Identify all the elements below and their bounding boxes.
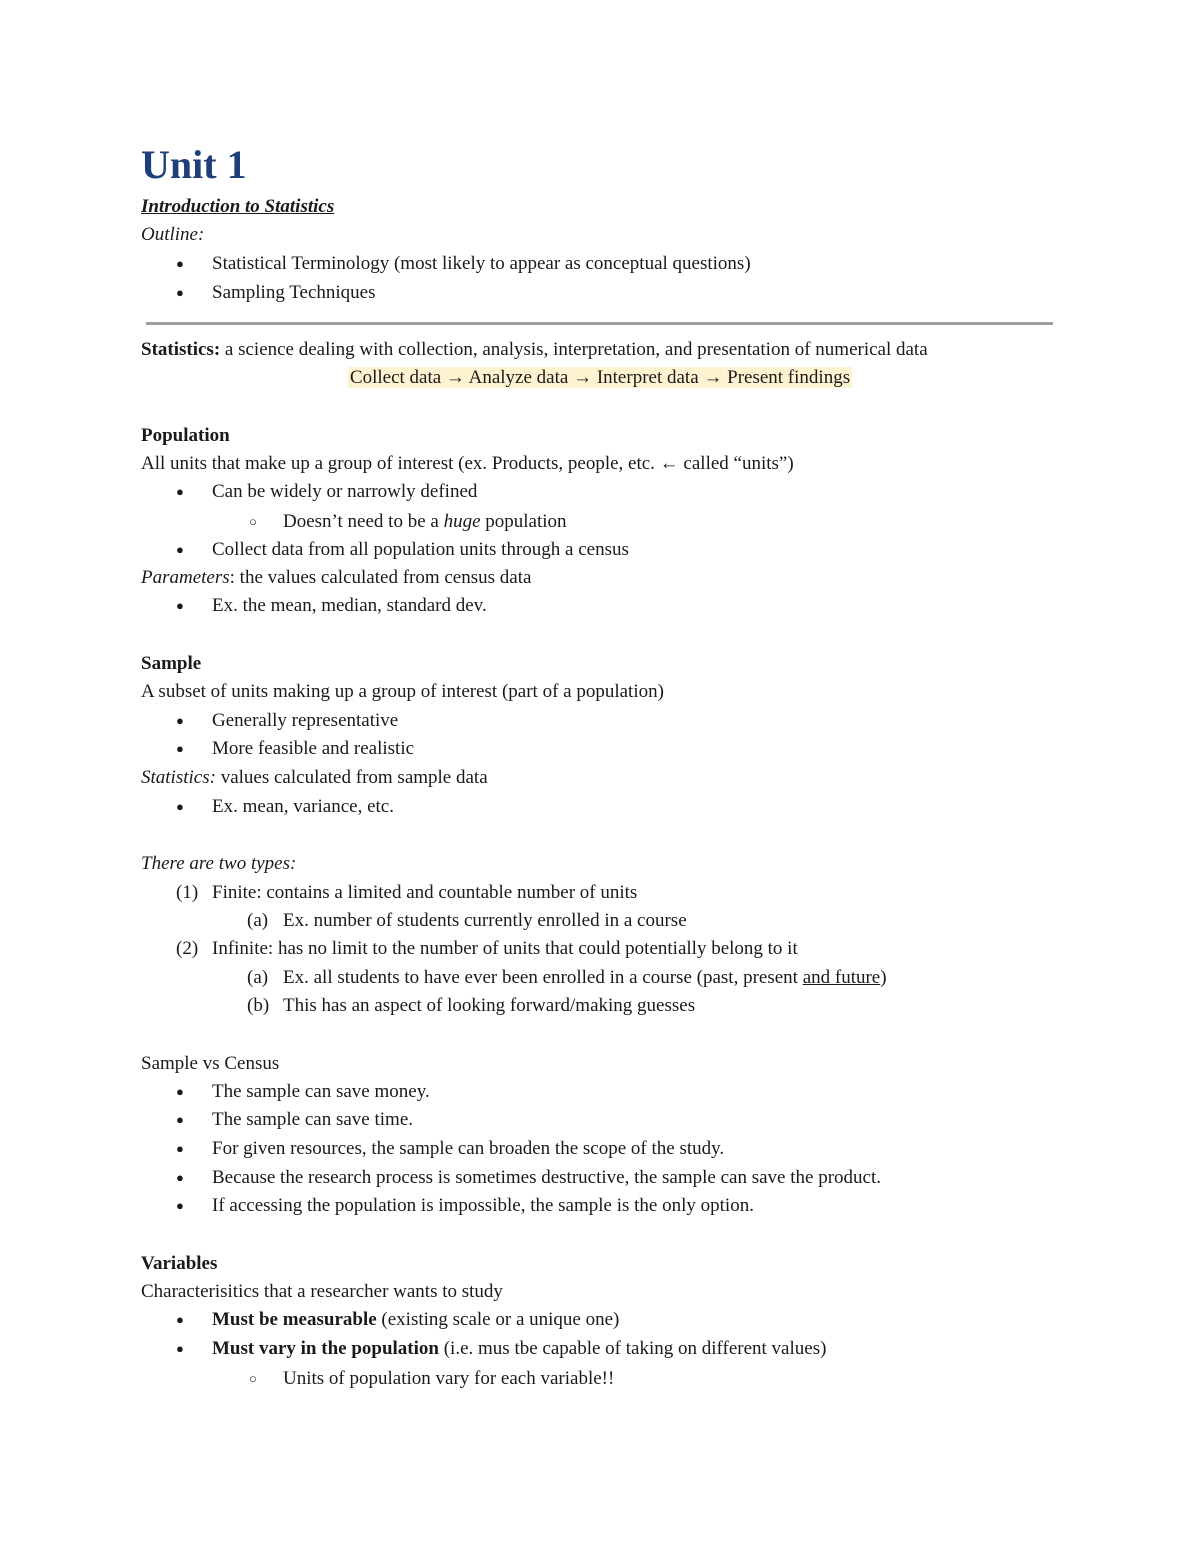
type-finite: Finite: contains a limited and countable number of units (212, 882, 638, 903)
sample-statistics-definition (141, 764, 488, 792)
text-span: ) (880, 967, 887, 988)
bullet-icon: ● (176, 1141, 184, 1156)
list-letter: (a) (247, 967, 269, 988)
sample-heading: Sample (141, 653, 202, 674)
sample-vs-census-heading: Sample vs Census (141, 1053, 280, 1074)
outline-item: Statistical Terminology (most likely to appear as conceptual questions) (212, 253, 751, 274)
sample-bullet: More feasible and realistic (212, 738, 415, 759)
text-span: population (480, 511, 567, 532)
variables-bullet (212, 1306, 619, 1334)
bullet-icon: ● (176, 484, 184, 499)
variables-bullet (212, 1335, 826, 1363)
outline-item: Sampling Techniques (212, 282, 376, 303)
bullet-icon: ● (176, 1112, 184, 1127)
text-span: (existing scale or a unique one) (376, 1309, 620, 1330)
population-bullet: Collect data from all population units through a census (212, 539, 629, 560)
svc-item: If accessing the population is impossible, the sample is the only option. (212, 1195, 754, 1216)
bullet-icon: ● (176, 542, 184, 557)
bullet-icon: ● (176, 1198, 184, 1213)
bold-text: Must be measurable (212, 1309, 377, 1330)
bullet-icon: ● (176, 741, 184, 756)
emphasis: huge (443, 511, 481, 532)
list-letter: (b) (247, 995, 270, 1016)
statistics-term: Statistics: (141, 339, 221, 360)
list-number: (2) (176, 938, 199, 959)
type-infinite: Infinite: has no limit to the number of units that could potentially belong to it (212, 938, 798, 959)
page-title: Unit 1 (141, 142, 247, 187)
sample-statistics-bullet: Ex. mean, variance, etc. (212, 796, 394, 817)
svc-item: The sample can save money. (212, 1081, 430, 1102)
sub-bullet-icon: ○ (249, 1371, 257, 1386)
variables-heading: Variables (141, 1253, 218, 1274)
svc-item: The sample can save time. (212, 1109, 414, 1130)
variables-sub-bullet: Units of population vary for each variable!! (283, 1368, 615, 1389)
bullet-icon: ● (176, 1084, 184, 1099)
underlined-text: and future (802, 967, 881, 988)
statistics-term: Statistics: (141, 767, 216, 788)
bullet-icon: ● (176, 713, 184, 728)
population-sub-bullet (283, 508, 567, 536)
bullet-icon: ● (176, 1312, 184, 1327)
statistics-definition (141, 336, 928, 364)
sub-bullet-icon: ○ (249, 514, 257, 529)
sample-definition: A subset of units making up a group of interest (part of a population) (141, 681, 664, 702)
bullet-icon: ● (176, 799, 184, 814)
population-heading: Population (141, 425, 230, 446)
bullet-icon: ● (176, 598, 184, 613)
type-infinite-note: This has an aspect of looking forward/making guesses (283, 995, 696, 1016)
text-span: Ex. all students to have ever been enrolled in a course (past, present (283, 967, 803, 988)
bullet-icon: ● (176, 1341, 184, 1356)
text-span: values calculated from sample data (215, 767, 488, 788)
text-span: Doesn’t need to be a (283, 511, 444, 532)
bold-text: Must vary in the population (212, 1338, 439, 1359)
bullet-icon: ● (176, 285, 184, 300)
parameters-definition (141, 564, 531, 592)
variables-definition: Characterisitics that a researcher wants to study (141, 1281, 503, 1302)
svc-item: For given resources, the sample can broaden the scope of the study. (212, 1138, 725, 1159)
text-span: : the values calculated from census data (229, 567, 532, 588)
process-flow (0, 364, 1200, 392)
type-infinite-example (283, 964, 887, 992)
process-flow-text: Collect data → Analyze data → Interpret data → Present findings (349, 367, 851, 388)
bullet-icon: ● (176, 1170, 184, 1185)
subtitle: Introduction to Statistics (141, 196, 335, 217)
population-bullet: Can be widely or narrowly defined (212, 481, 478, 502)
parameters-bullet: Ex. the mean, median, standard dev. (212, 595, 487, 616)
list-number: (1) (176, 882, 199, 903)
types-intro: There are two types: (141, 853, 297, 874)
horizontal-rule (146, 322, 1053, 325)
population-definition: All units that make up a group of interest (ex. Products, people, etc. ← called “units”) (141, 453, 794, 474)
type-finite-example: Ex. number of students currently enrolled in a course (283, 910, 687, 931)
statistics-def-text: a science dealing with collection, analysis, interpretation, and presentation of numerical data (220, 339, 928, 360)
parameters-term: Parameters (141, 567, 230, 588)
outline-label: Outline: (141, 224, 205, 245)
svc-item: Because the research process is sometimes destructive, the sample can save the product. (212, 1167, 881, 1188)
sample-bullet: Generally representative (212, 710, 399, 731)
bullet-icon: ● (176, 256, 184, 271)
list-letter: (a) (247, 910, 269, 931)
text-span: (i.e. mus tbe capable of taking on different values) (438, 1338, 827, 1359)
